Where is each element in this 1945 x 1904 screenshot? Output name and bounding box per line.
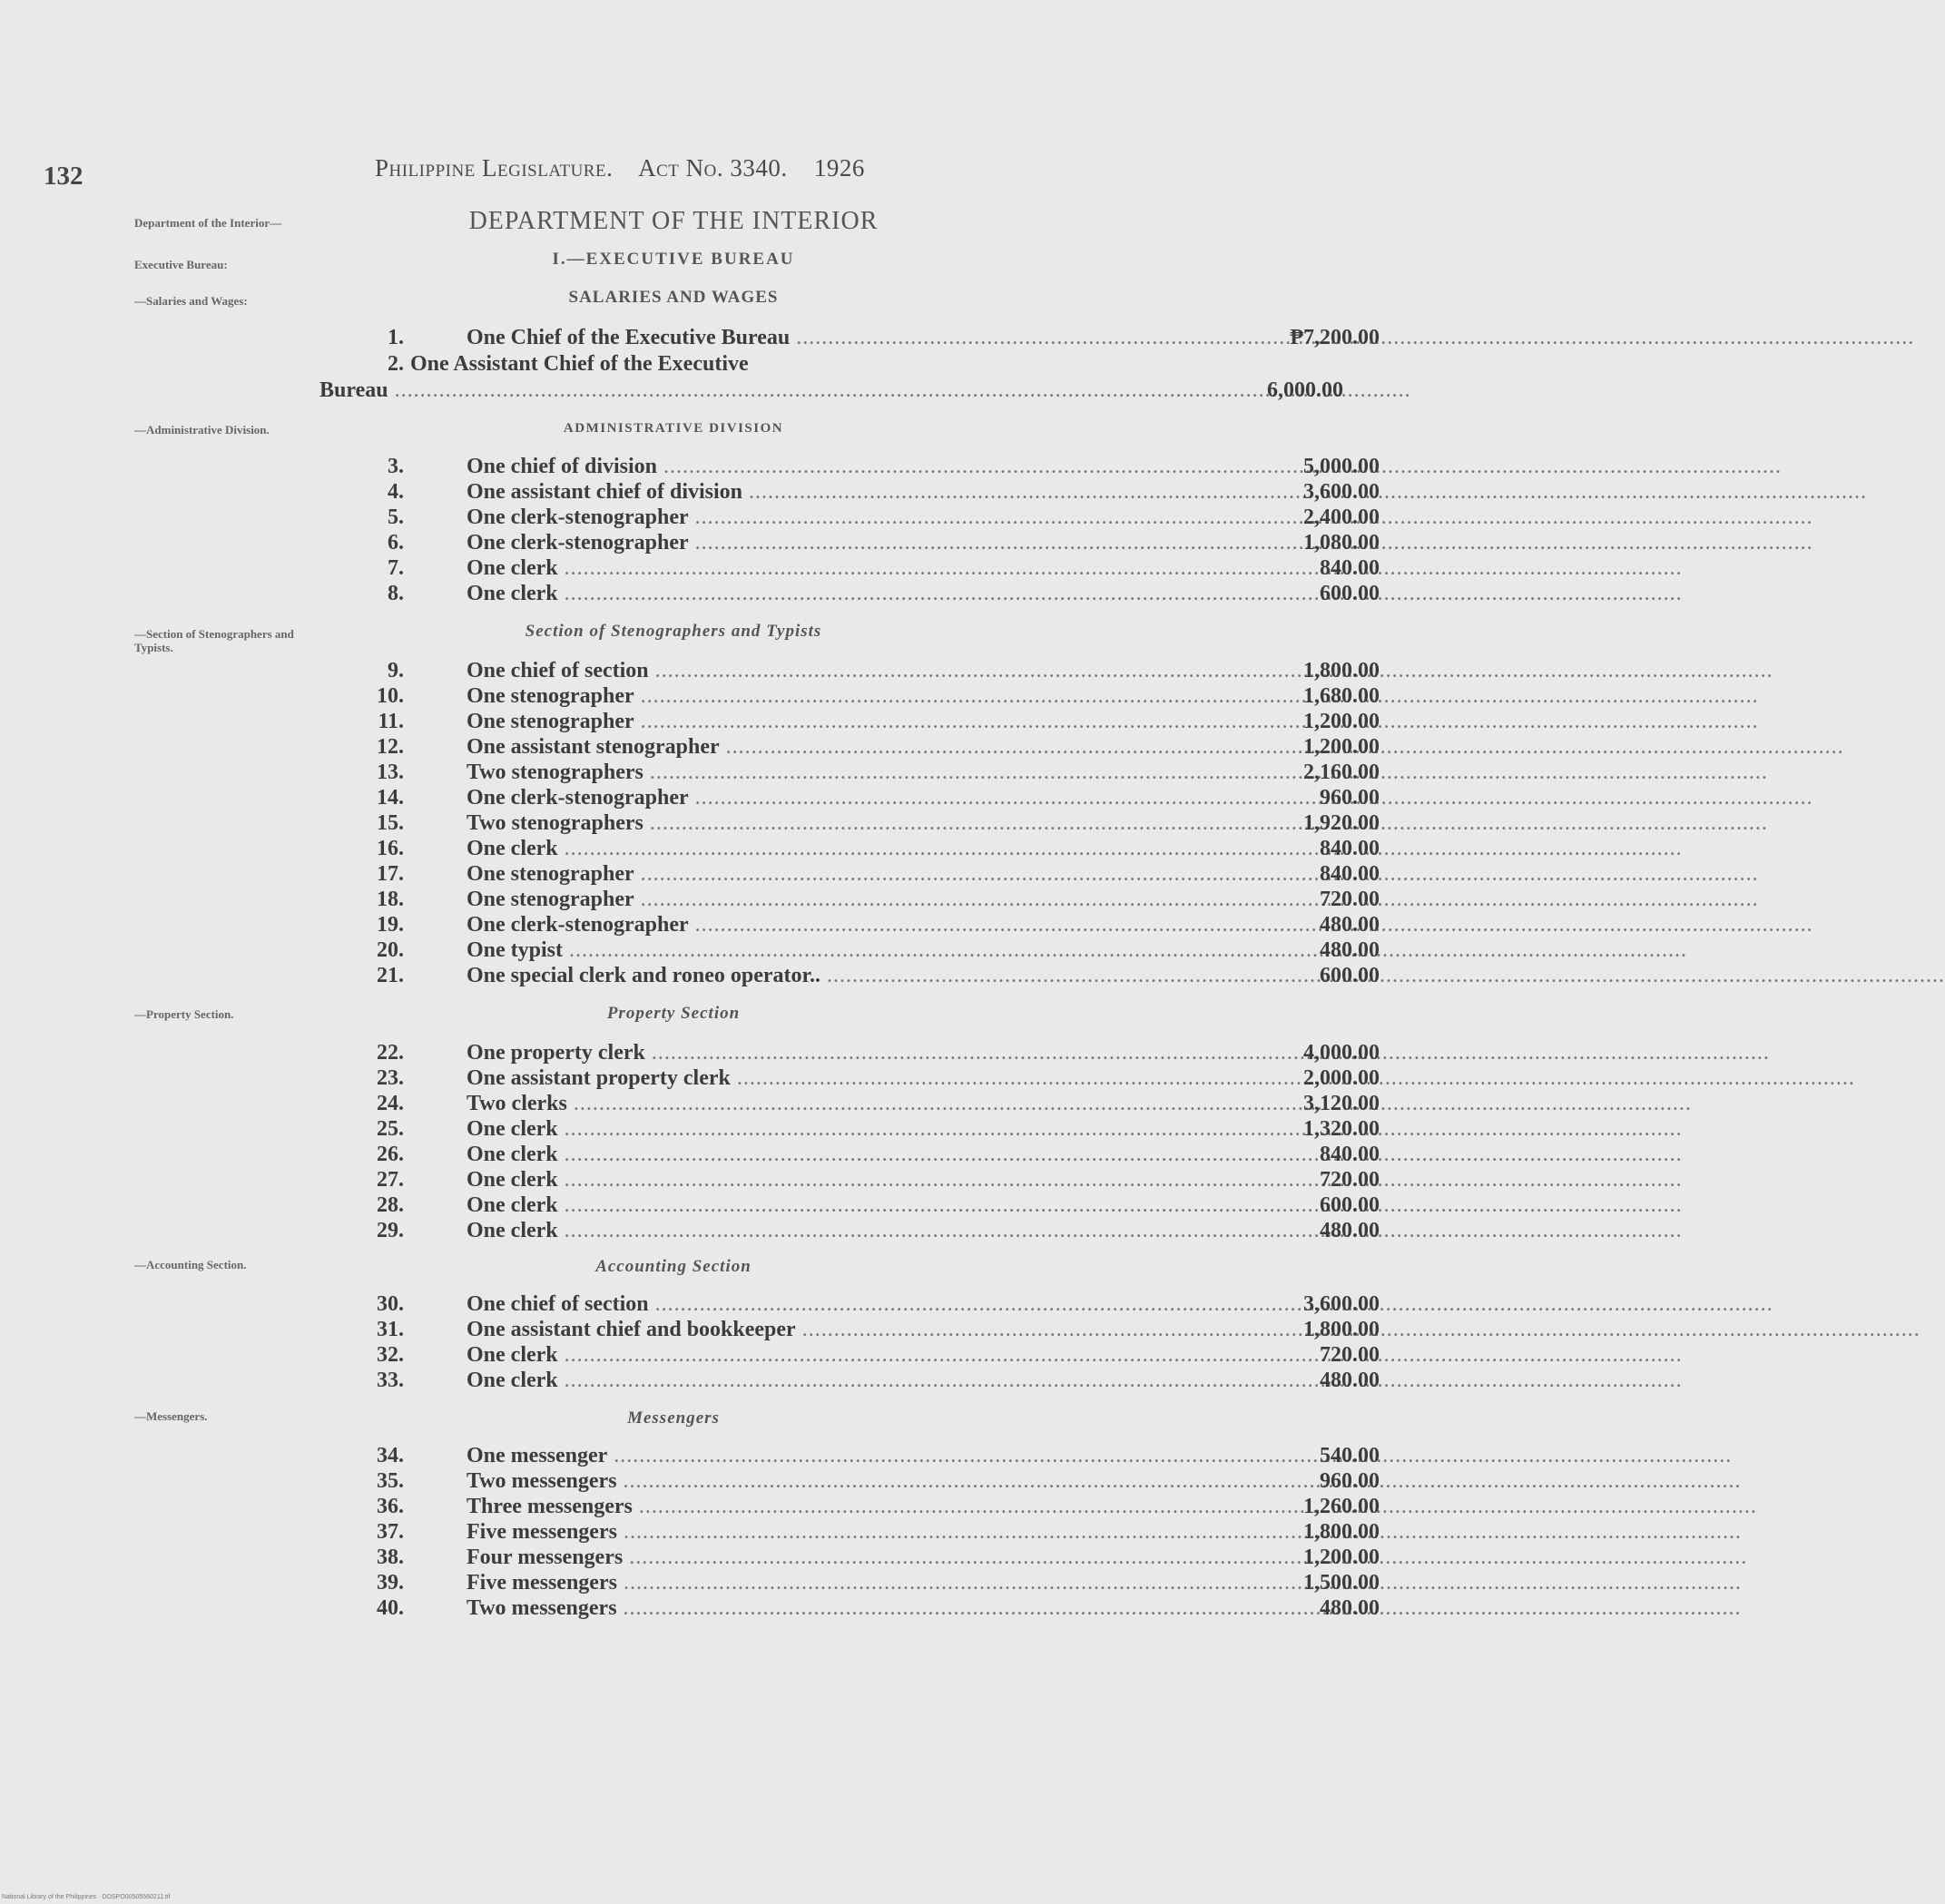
line-amount: 480.00	[1320, 913, 1380, 937]
page-number: 132	[44, 162, 83, 191]
line-description: Two stenographers .....	[467, 760, 1256, 785]
line-description: One clerk-stenographer .....	[467, 912, 1256, 937]
scan-footer: National Library of the Philippines · DOSPO00505560211.tif	[2, 1894, 171, 1900]
salary-line	[354, 1368, 1380, 1393]
salary-line	[354, 1342, 1380, 1368]
line-amount: ₱7,200.00	[1290, 326, 1380, 349]
salary-line	[354, 658, 1380, 683]
line-number: 10.	[377, 684, 404, 708]
department-title: DEPARTMENT OF THE INTERIOR	[468, 207, 879, 235]
line-amount: 1,680.00	[1303, 684, 1380, 708]
line-number: 11.	[378, 710, 404, 733]
line-description: Two messengers .....	[467, 1468, 1256, 1494]
line-amount: 540.00	[1320, 1444, 1380, 1467]
salary-line	[354, 734, 1380, 760]
salary-line	[354, 1595, 1380, 1621]
margin-note-bureau: Executive Bureau:	[134, 258, 228, 271]
line-number: 21.	[377, 964, 404, 987]
salary-line	[354, 581, 1380, 606]
salary-line	[354, 1570, 1380, 1595]
line-number: 3.	[388, 455, 404, 478]
line-description: One assistant chief and bookkeeper .....	[467, 1317, 1256, 1342]
margin-note-salaries: —Salaries and Wages:	[134, 294, 248, 308]
line-description: One clerk .....	[467, 1368, 1256, 1393]
line-amount: 720.00	[1320, 1343, 1380, 1367]
line-number: 23.	[377, 1066, 404, 1090]
line-description: One clerk .....	[467, 1116, 1256, 1142]
line-number: 15.	[377, 811, 404, 835]
bureau-title: I.—EXECUTIVE BUREAU	[552, 250, 795, 269]
line-amount: 600.00	[1320, 582, 1380, 605]
line-description: One clerk .....	[467, 1167, 1256, 1192]
section-head-accounting: Accounting Section	[595, 1257, 751, 1276]
line-description-continued: Bureau .....	[319, 378, 846, 403]
line-description: Four messengers .....	[467, 1545, 1256, 1570]
line-amount: 840.00	[1320, 837, 1380, 860]
line-amount: 1,800.00	[1303, 1318, 1380, 1341]
margin-note-admin: —Administrative Division.	[134, 423, 270, 437]
line-amount: 1,200.00	[1303, 735, 1380, 759]
line-description: Five messengers .....	[467, 1519, 1256, 1545]
line-amount: 1,800.00	[1303, 659, 1380, 682]
line-amount: 600.00	[1320, 964, 1380, 987]
line-description: One clerk .....	[467, 1218, 1256, 1243]
line-number: 13.	[377, 761, 404, 784]
line-amount: 1,320.00	[1303, 1117, 1380, 1141]
line-description: One clerk .....	[467, 555, 1256, 581]
line-amount: 840.00	[1320, 862, 1380, 886]
section-head-messengers: Messengers	[627, 1408, 720, 1428]
line-number: 4.	[388, 480, 404, 504]
salary-line	[354, 1116, 1380, 1142]
line-number: 32.	[377, 1343, 404, 1367]
section-head-property: Property Section	[606, 1004, 741, 1023]
line-description: One assistant stenographer .....	[467, 734, 1256, 760]
salary-line	[354, 325, 1380, 350]
line-description: One clerk-stenographer .....	[467, 785, 1256, 810]
line-amount: 2,400.00	[1303, 505, 1380, 529]
salary-line	[354, 1218, 1380, 1243]
line-description: Two clerks .....	[467, 1091, 1256, 1116]
margin-note-property: —Property Section.	[134, 1007, 234, 1021]
salary-line	[354, 505, 1380, 530]
salary-line	[354, 760, 1380, 785]
line-amount: 960.00	[1320, 1469, 1380, 1493]
line-amount: 1,080.00	[1303, 531, 1380, 555]
line-amount: 3,120.00	[1303, 1092, 1380, 1115]
salary-line	[354, 963, 1380, 988]
line-number: 31.	[377, 1318, 404, 1341]
salary-line	[354, 1192, 1380, 1218]
salary-line	[354, 1494, 1380, 1519]
line-amount: 2,000.00	[1303, 1066, 1380, 1090]
line-number: 34.	[377, 1444, 404, 1467]
running-head-publication: Philippine Legislature.	[375, 154, 614, 182]
line-description: One clerk-stenographer .....	[467, 530, 1256, 555]
salary-line	[354, 1291, 1380, 1317]
salary-line-continuation	[319, 378, 1343, 403]
salary-line	[354, 785, 1380, 810]
line-number: 7.	[388, 556, 404, 580]
line-amount: 1,260.00	[1303, 1495, 1380, 1518]
line-description: One clerk .....	[467, 581, 1256, 606]
line-number: 28.	[377, 1193, 404, 1217]
line-amount: 480.00	[1320, 1219, 1380, 1242]
line-number: 22.	[377, 1041, 404, 1065]
line-amount: 480.00	[1320, 1369, 1380, 1392]
line-description: One special clerk and roneo operator.. .....	[467, 963, 1256, 988]
line-amount: 840.00	[1320, 556, 1380, 580]
line-description: One clerk .....	[467, 1342, 1256, 1368]
salary-line	[354, 1065, 1380, 1091]
salary-line	[354, 530, 1380, 555]
salary-line	[354, 454, 1380, 479]
salaries-title: SALARIES AND WAGES	[568, 288, 779, 307]
line-number: 2.	[388, 352, 404, 376]
line-amount: 3,600.00	[1303, 480, 1380, 504]
line-number: 14.	[377, 786, 404, 810]
margin-note-steno: —Section of Stenographers and Typists.	[134, 627, 294, 654]
line-amount: 480.00	[1320, 938, 1380, 962]
line-description: One chief of section .....	[467, 1291, 1256, 1317]
salary-line	[354, 836, 1380, 861]
salary-line	[354, 1091, 1380, 1116]
line-number: 24.	[377, 1092, 404, 1115]
line-number: 35.	[377, 1469, 404, 1493]
line-amount: 720.00	[1320, 888, 1380, 911]
salary-line	[354, 1167, 1380, 1192]
line-amount: 960.00	[1320, 786, 1380, 810]
line-description: Five messengers .....	[467, 1570, 1256, 1595]
line-amount: 1,500.00	[1303, 1571, 1380, 1595]
margin-note-department: Department of the Interior—	[134, 216, 282, 230]
salary-line	[354, 861, 1380, 887]
line-number: 29.	[377, 1219, 404, 1242]
line-description: One clerk .....	[467, 1142, 1256, 1167]
line-number: 20.	[377, 938, 404, 962]
line-description: One property clerk .....	[467, 1040, 1256, 1065]
line-number: 36.	[377, 1495, 404, 1518]
line-amount: 1,800.00	[1303, 1520, 1380, 1544]
line-description: One Assistant Chief of the Executive	[410, 352, 749, 376]
line-number: 19.	[377, 913, 404, 937]
line-number: 1.	[388, 326, 404, 349]
line-amount: 4,000.00	[1303, 1041, 1380, 1065]
line-number: 25.	[377, 1117, 404, 1141]
line-description: One messenger .....	[467, 1443, 1256, 1468]
line-amount: 5,000.00	[1303, 455, 1380, 478]
line-number: 40.	[377, 1596, 404, 1620]
salary-line	[354, 810, 1380, 836]
line-amount: 1,920.00	[1303, 811, 1380, 835]
salary-line	[354, 1040, 1380, 1065]
line-amount: 2,160.00	[1303, 761, 1380, 784]
line-amount: 720.00	[1320, 1168, 1380, 1192]
salary-line	[354, 1545, 1380, 1570]
line-number: 26.	[377, 1143, 404, 1166]
section-head-steno: Section of Stenographers and Typists	[525, 622, 822, 641]
line-number: 5.	[388, 505, 404, 529]
salary-line	[354, 351, 1026, 377]
salary-line	[354, 555, 1380, 581]
line-amount: 840.00	[1320, 1143, 1380, 1166]
salary-line	[354, 1468, 1380, 1494]
line-description: Three messengers .....	[467, 1494, 1256, 1519]
section-head-admin: ADMINISTRATIVE DIVISION	[563, 421, 784, 436]
line-description: Two stenographers .....	[467, 810, 1256, 836]
line-description: One assistant chief of division .....	[467, 479, 1256, 505]
line-amount: 1,200.00	[1303, 1546, 1380, 1569]
line-number: 18.	[377, 888, 404, 911]
running-head	[375, 154, 885, 182]
running-head-act: Act No. 3340.	[638, 154, 788, 182]
line-number: 16.	[377, 837, 404, 860]
line-number: 6.	[388, 531, 404, 555]
salary-line	[354, 683, 1380, 709]
line-description: One clerk-stenographer .....	[467, 505, 1256, 530]
line-description: One stenographer .....	[467, 887, 1256, 912]
salary-line	[354, 479, 1380, 505]
salary-line	[354, 1443, 1380, 1468]
line-number: 38.	[377, 1546, 404, 1569]
line-amount: 1,200.00	[1303, 710, 1380, 733]
line-number: 39.	[377, 1571, 404, 1595]
salary-line	[354, 887, 1380, 912]
salary-line	[354, 1519, 1380, 1545]
line-description: One assistant property clerk .....	[467, 1065, 1256, 1091]
line-description: One clerk .....	[467, 1192, 1256, 1218]
line-description: One stenographer .....	[467, 683, 1256, 709]
line-number: 37.	[377, 1520, 404, 1544]
salary-line	[354, 912, 1380, 937]
salary-line	[354, 1317, 1380, 1342]
line-description: One typist .....	[467, 937, 1256, 963]
line-description: One stenographer .....	[467, 709, 1256, 734]
line-amount: 480.00	[1320, 1596, 1380, 1620]
line-amount: 600.00	[1320, 1193, 1380, 1217]
line-amount: 6,000.00	[1267, 378, 1343, 402]
salary-line	[354, 1142, 1380, 1167]
line-description: One chief of division .....	[467, 454, 1256, 479]
line-description: One stenographer .....	[467, 861, 1256, 887]
line-amount: 3,600.00	[1303, 1292, 1380, 1316]
line-number: 30.	[377, 1292, 404, 1316]
running-head-year: 1926	[813, 154, 865, 182]
line-description: One chief of section .....	[467, 658, 1256, 683]
line-description: One Chief of the Executive Bureau .....	[467, 325, 1256, 350]
salary-line	[354, 709, 1380, 734]
line-number: 27.	[377, 1168, 404, 1192]
line-description: One clerk .....	[467, 836, 1256, 861]
line-description: Two messengers .....	[467, 1595, 1256, 1621]
line-number: 8.	[388, 582, 404, 605]
line-number: 17.	[377, 862, 404, 886]
salary-line	[354, 937, 1380, 963]
line-number: 9.	[388, 659, 404, 682]
line-number: 33.	[377, 1369, 404, 1392]
margin-note-messengers: —Messengers.	[134, 1409, 208, 1423]
line-number: 12.	[377, 735, 404, 759]
margin-note-accounting: —Accounting Section.	[134, 1258, 247, 1271]
